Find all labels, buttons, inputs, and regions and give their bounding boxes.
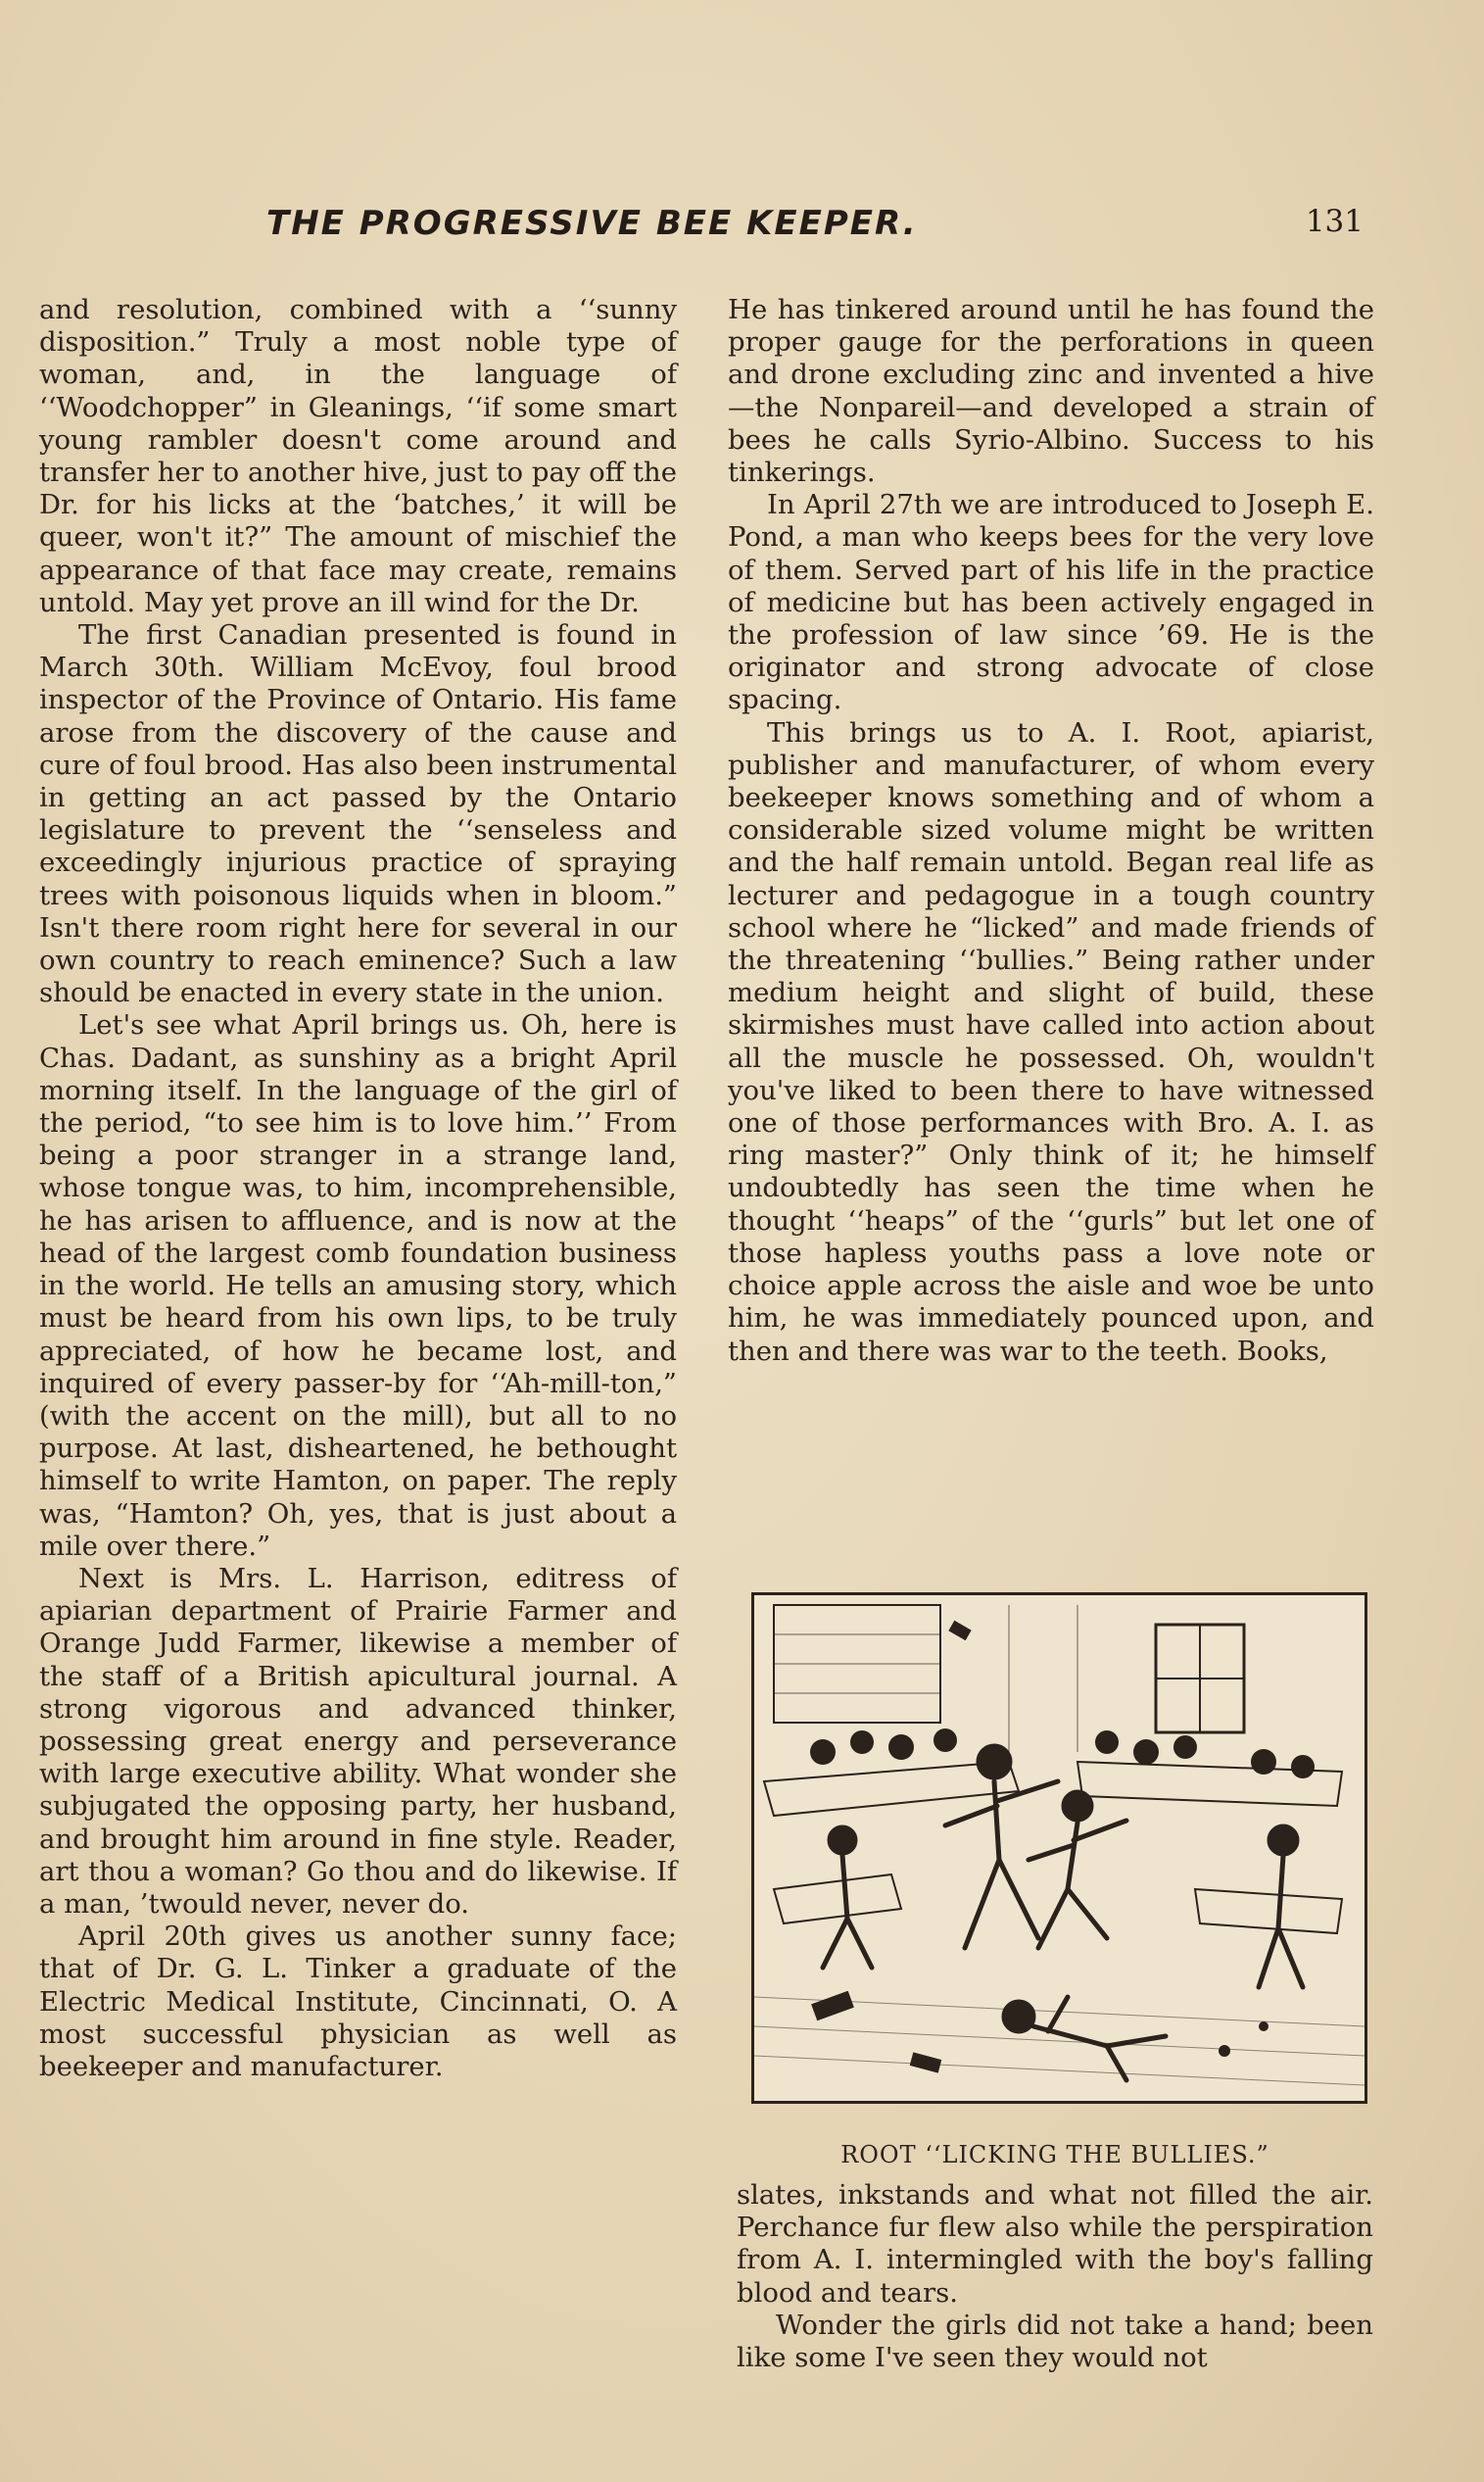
paragraph: This brings us to A. I. Root, apiarist, publisher and manufacturer, of whom every beekeeper knows something and of whom a considerable sized volume might be written and the half remain untold. Began real life as lecturer and pedagogue in a tough country school where he “licked” and made friends of the threatening ‘‘bullies.” Being rather under medium height and slight of build, these skirmishes must have called into action about all the muscle he possessed. Oh, wouldn't you've liked to been there to have witnessed one of those performances with Bro. A. I. as ring master?” Only think of it; he himself undoubtedly has seen the time when he thought ‘‘heaps” of the ‘‘gurls” but let one of those hapless youths pass a love note or choice apple across the aisle and woe be unto him, he was immediately pounced upon, and then and there was war to the teeth. Books, [728,716,1374,1367]
paragraph: Wonder the girls did not take a hand; been like some I've seen they would not [737,2309,1373,2374]
running-title: THE PROGRESSIVE BEE KEEPER. [266,204,918,243]
paragraph: He has tinkered around until he has found the proper gauge for the perforations in queen and drone excluding zinc and invented a hive—the Nonpareil—and developed a strain of bees he calls Syrio-Albino. Success to his tinkerings. [728,294,1374,489]
right-column-continued [737,2179,1373,2374]
paragraph: Let's see what April brings us. Oh, here is Chas. Dadant, as sunshiny as a bright April morning itself. In the language of the girl of the period, “to see him is to love him.’’ From being a poor stranger in a strange land, whose tongue was, to him, incomprehensible, he has arisen to affluence, and is now at the head of the largest comb foundation business in the world. He tells an amusing story, which must be heard from his own lips, to be truly appreciated, of how he became lost, and inquired of every passer-by for ‘‘Ah-mill-ton,” (with the accent on the mill), but all to no purpose. At last, disheartened, he bethought himself to write Hamton, on paper. The reply was, “Hamton? Oh, yes, that is just about a mile over there.” [39,1009,677,1562]
engraving-image [754,1595,1364,2101]
illustration-caption: ROOT ‘‘LICKING THE BULLIES.” [840,2141,1269,2168]
schoolroom-illustration [751,1592,1367,2104]
paragraph: In April 27th we are introduced to Joseph E. Pond, a man who keeps bees for the very love of them. Served part of his life in the practice of medicine but has been actively engaged in the profession of law since ’69. He is the originator and strong advocate of close spacing. [728,489,1374,716]
page-number: 131 [1305,204,1364,239]
paragraph: and resolution, combined with a ‘‘sunny disposition.” Truly a most noble type of woman, and, in the language of ‘‘Woodchopper” in Gleanings, ‘‘if some smart young rambler doesn't come around and transfer her to another hive, just to pay off the Dr. for his licks at the ‘batches,’ it will be queer, won't it?” The amount of mischief the appearance of that face may create, remains untold. May yet prove an ill wind for the Dr. [39,294,678,618]
paragraph: slates, inkstands and what not filled the air. Perchance fur flew also while the perspiration from A. I. intermingled with the boy's falling blood and tears. [737,2179,1373,2309]
paragraph: The first Canadian presented is found in March 30th. William McEvoy, foul brood inspector of the Province of Ontario. His fame arose from the discovery of the cause and cure of foul brood. Has also been instrumental in getting an act passed by the Ontario legislature to prevent the ‘‘senseless and exceedingly injurious practice of spraying trees with poisonous liquids when in bloom.” Isn't there room right here for several in our own country to reach eminence? Such a law should be enacted in every state in the union. [39,619,677,1009]
page-header [266,204,1364,259]
right-column [728,294,1374,1368]
paragraph: April 20th gives us another sunny face; that of Dr. G. L. Tinker a graduate of the Electric Medical Institute, Cincinnati, O. A most successful physician as well as beekeeper and manufacturer. [39,1921,677,2082]
left-column [39,294,677,2083]
paragraph: Next is Mrs. L. Harrison, editress of apiarian department of Prairie Farmer and Orange Judd Farmer, likewise a member of the staff of a British apicultural journal. A strong vigorous and advanced thinker, possessing great energy and perseverance with large executive ability. What wonder she subjugated the opposing party, her husband, and brought him around in fine style. Reader, art thou a woman? Go thou and do likewise. If a man, ’twould never, never do. [39,1562,677,1920]
